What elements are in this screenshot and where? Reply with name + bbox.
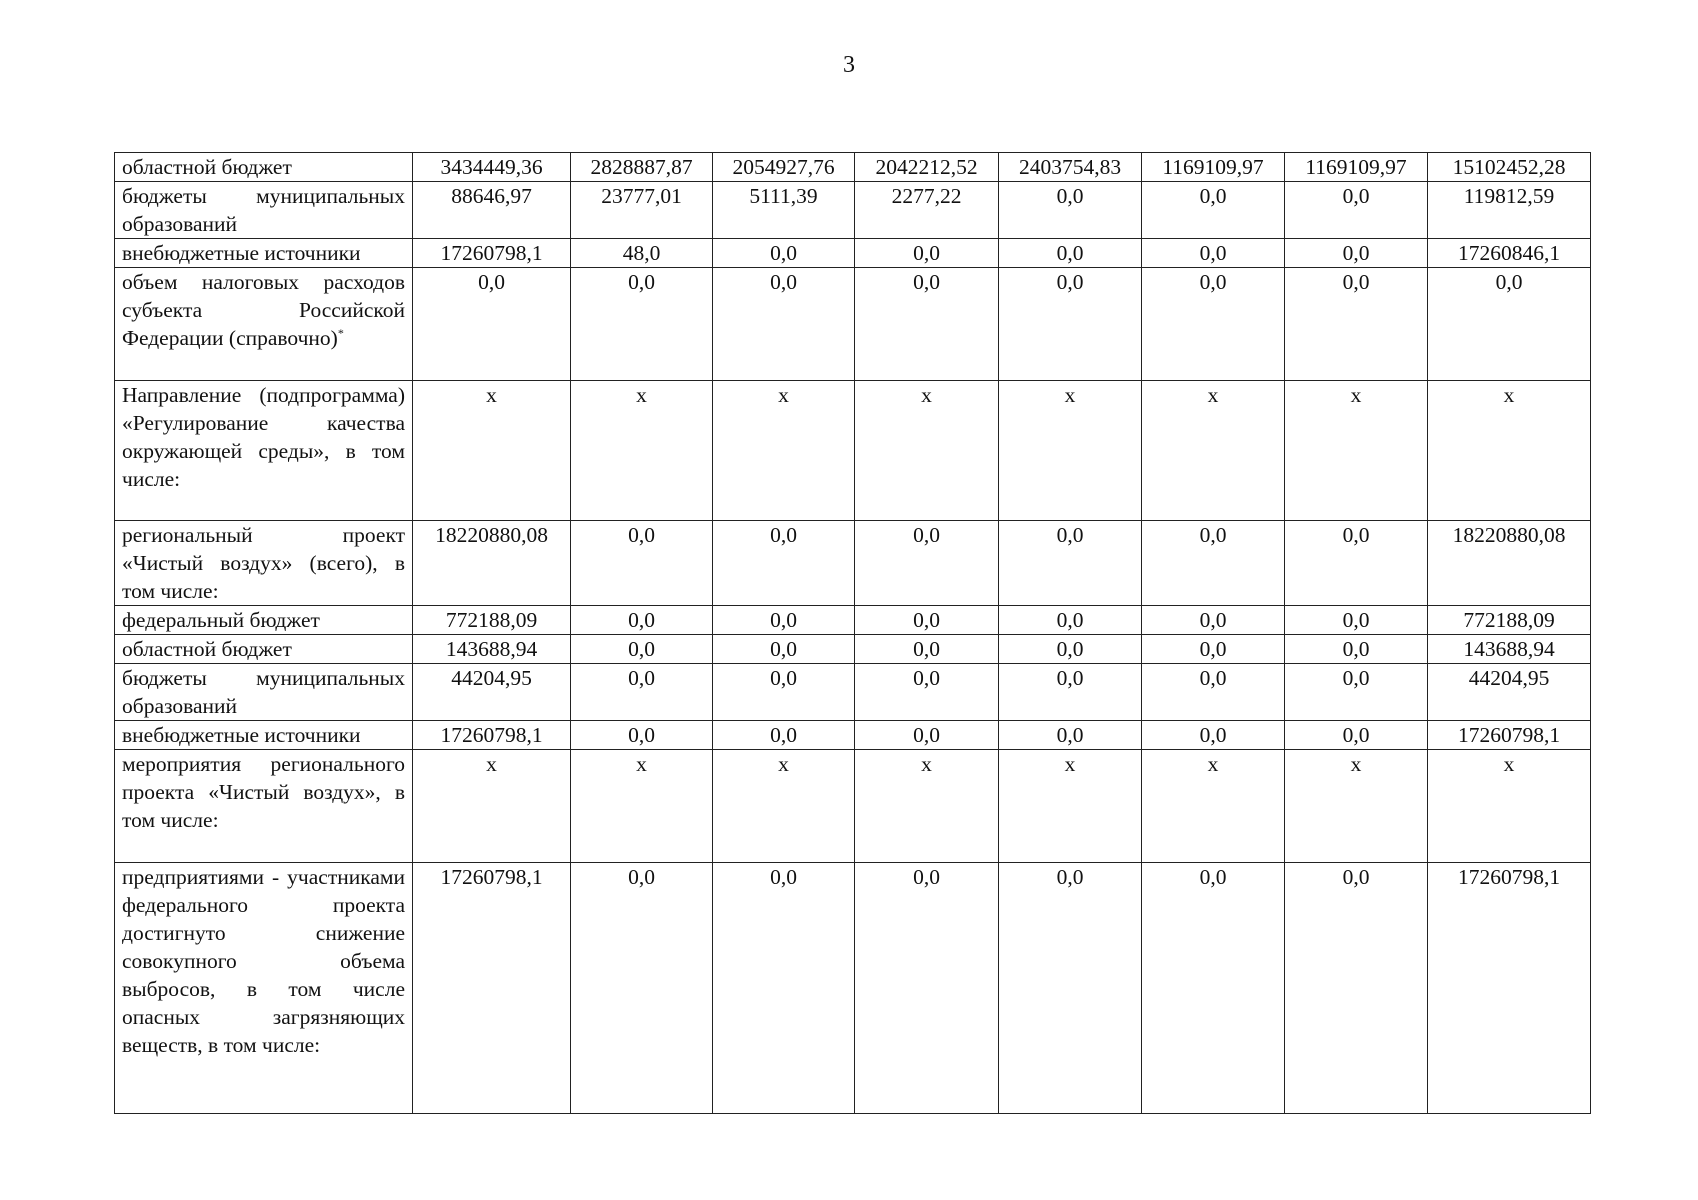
value-cell: 0,0 <box>413 268 571 381</box>
value-cell: 0,0 <box>1142 664 1285 721</box>
row-label-text: объем налоговых расходов субъекта Российской Федерации (справочно) <box>122 270 405 350</box>
value-cell: 0,0 <box>1142 268 1285 381</box>
total-cell: х <box>1428 381 1591 521</box>
value-cell: 0,0 <box>999 664 1142 721</box>
value-cell: 0,0 <box>713 721 855 750</box>
value-cell: 88646,97 <box>413 182 571 239</box>
value-cell: 0,0 <box>571 664 713 721</box>
table-row <box>115 721 1591 750</box>
value-cell: х <box>571 381 713 521</box>
value-cell: 17260798,1 <box>413 721 571 750</box>
total-cell: 17260846,1 <box>1428 239 1591 268</box>
value-cell: 0,0 <box>855 239 999 268</box>
value-cell: 143688,94 <box>413 635 571 664</box>
value-cell: х <box>999 381 1142 521</box>
value-cell: 17260798,1 <box>413 863 571 1114</box>
total-cell: х <box>1428 750 1591 863</box>
value-cell: 0,0 <box>999 721 1142 750</box>
row-label <box>115 664 413 721</box>
total-cell: 18220880,08 <box>1428 521 1591 606</box>
value-cell: 0,0 <box>999 182 1142 239</box>
row-label-text: внебюджетные источники <box>122 723 361 747</box>
table-row <box>115 381 1591 521</box>
value-cell: 0,0 <box>1285 239 1428 268</box>
row-label <box>115 750 413 863</box>
value-cell: 0,0 <box>713 863 855 1114</box>
value-cell: 0,0 <box>1285 863 1428 1114</box>
row-label-text: бюджеты муниципальных образований <box>122 666 405 718</box>
value-cell: 0,0 <box>1142 635 1285 664</box>
row-label <box>115 721 413 750</box>
value-cell: х <box>855 750 999 863</box>
table-row <box>115 664 1591 721</box>
value-cell: 0,0 <box>713 239 855 268</box>
value-cell: 0,0 <box>1285 521 1428 606</box>
value-cell: 0,0 <box>571 521 713 606</box>
value-cell: 0,0 <box>713 268 855 381</box>
value-cell: 0,0 <box>1142 721 1285 750</box>
value-cell: 0,0 <box>1285 606 1428 635</box>
row-label-text: внебюджетные источники <box>122 241 361 265</box>
value-cell: 0,0 <box>713 606 855 635</box>
table-row <box>115 635 1591 664</box>
row-label-text: бюджеты муниципальных образований <box>122 184 405 236</box>
value-cell: х <box>1285 750 1428 863</box>
value-cell: 0,0 <box>999 863 1142 1114</box>
value-cell: х <box>999 750 1142 863</box>
row-label <box>115 182 413 239</box>
value-cell: 0,0 <box>713 521 855 606</box>
value-cell: 2054927,76 <box>713 153 855 182</box>
value-cell: 0,0 <box>1142 521 1285 606</box>
row-label-text: Направление (подпрограмма) «Регулирование качества окружающей среды», в том числе: <box>122 383 405 491</box>
value-cell: 0,0 <box>571 863 713 1114</box>
value-cell: 0,0 <box>571 606 713 635</box>
row-label <box>115 606 413 635</box>
table-row <box>115 182 1591 239</box>
row-label <box>115 863 413 1114</box>
table-row <box>115 521 1591 606</box>
value-cell: 48,0 <box>571 239 713 268</box>
total-cell: 119812,59 <box>1428 182 1591 239</box>
budget-table <box>114 152 1591 1114</box>
value-cell: 0,0 <box>571 721 713 750</box>
value-cell: 1169109,97 <box>1285 153 1428 182</box>
value-cell: х <box>413 381 571 521</box>
value-cell: 0,0 <box>571 635 713 664</box>
total-cell: 15102452,28 <box>1428 153 1591 182</box>
value-cell: 0,0 <box>999 606 1142 635</box>
value-cell: 0,0 <box>999 635 1142 664</box>
value-cell: 772188,09 <box>413 606 571 635</box>
value-cell: 0,0 <box>999 268 1142 381</box>
value-cell: 0,0 <box>999 239 1142 268</box>
row-label <box>115 153 413 182</box>
value-cell: 0,0 <box>713 664 855 721</box>
row-label-text: мероприятия регионального проекта «Чистый воздух», в том числе: <box>122 752 405 832</box>
row-label <box>115 521 413 606</box>
total-cell: 143688,94 <box>1428 635 1591 664</box>
value-cell: 0,0 <box>1285 664 1428 721</box>
value-cell: х <box>855 381 999 521</box>
value-cell: 2042212,52 <box>855 153 999 182</box>
row-label <box>115 635 413 664</box>
table-row <box>115 239 1591 268</box>
total-cell: 772188,09 <box>1428 606 1591 635</box>
value-cell: 2277,22 <box>855 182 999 239</box>
row-label-text: федеральный бюджет <box>122 608 320 632</box>
row-label <box>115 239 413 268</box>
value-cell: х <box>1142 750 1285 863</box>
page-number: 3 <box>843 52 855 78</box>
value-cell: 23777,01 <box>571 182 713 239</box>
value-cell: х <box>413 750 571 863</box>
table-row <box>115 268 1591 381</box>
value-cell: 0,0 <box>1142 239 1285 268</box>
value-cell: 0,0 <box>1285 268 1428 381</box>
total-cell: 0,0 <box>1428 268 1591 381</box>
value-cell: х <box>1142 381 1285 521</box>
value-cell: 44204,95 <box>413 664 571 721</box>
table-row <box>115 153 1591 182</box>
value-cell: 0,0 <box>855 721 999 750</box>
table-row <box>115 750 1591 863</box>
value-cell: 0,0 <box>855 521 999 606</box>
value-cell: 2403754,83 <box>999 153 1142 182</box>
row-label <box>115 381 413 521</box>
row-label <box>115 268 413 381</box>
row-label-text: предприятиями - участниками федерального проекта достигнуто снижение совокупного объема выбросов, в том числе опасных загрязняющих веществ, в том числе: <box>122 865 405 1057</box>
row-label-text: областной бюджет <box>122 637 292 661</box>
value-cell: 17260798,1 <box>413 239 571 268</box>
total-cell: 44204,95 <box>1428 664 1591 721</box>
value-cell: 0,0 <box>1285 721 1428 750</box>
value-cell: 0,0 <box>855 606 999 635</box>
row-label-text: областной бюджет <box>122 155 292 179</box>
value-cell: 0,0 <box>999 521 1142 606</box>
table-row <box>115 606 1591 635</box>
footnote-mark: * <box>337 325 344 340</box>
value-cell: 5111,39 <box>713 182 855 239</box>
total-cell: 17260798,1 <box>1428 863 1591 1114</box>
value-cell: 0,0 <box>855 268 999 381</box>
value-cell: х <box>713 381 855 521</box>
value-cell: 0,0 <box>1142 863 1285 1114</box>
value-cell: 3434449,36 <box>413 153 571 182</box>
value-cell: 0,0 <box>855 635 999 664</box>
value-cell: 0,0 <box>713 635 855 664</box>
value-cell: 1169109,97 <box>1142 153 1285 182</box>
value-cell: х <box>1285 381 1428 521</box>
value-cell: 18220880,08 <box>413 521 571 606</box>
value-cell: 2828887,87 <box>571 153 713 182</box>
row-label-text: региональный проект «Чистый воздух» (всего), в том числе: <box>122 523 405 603</box>
value-cell: х <box>713 750 855 863</box>
value-cell: х <box>571 750 713 863</box>
value-cell: 0,0 <box>855 664 999 721</box>
value-cell: 0,0 <box>1285 182 1428 239</box>
value-cell: 0,0 <box>571 268 713 381</box>
table-row <box>115 863 1591 1114</box>
value-cell: 0,0 <box>1285 635 1428 664</box>
value-cell: 0,0 <box>855 863 999 1114</box>
total-cell: 17260798,1 <box>1428 721 1591 750</box>
value-cell: 0,0 <box>1142 182 1285 239</box>
value-cell: 0,0 <box>1142 606 1285 635</box>
